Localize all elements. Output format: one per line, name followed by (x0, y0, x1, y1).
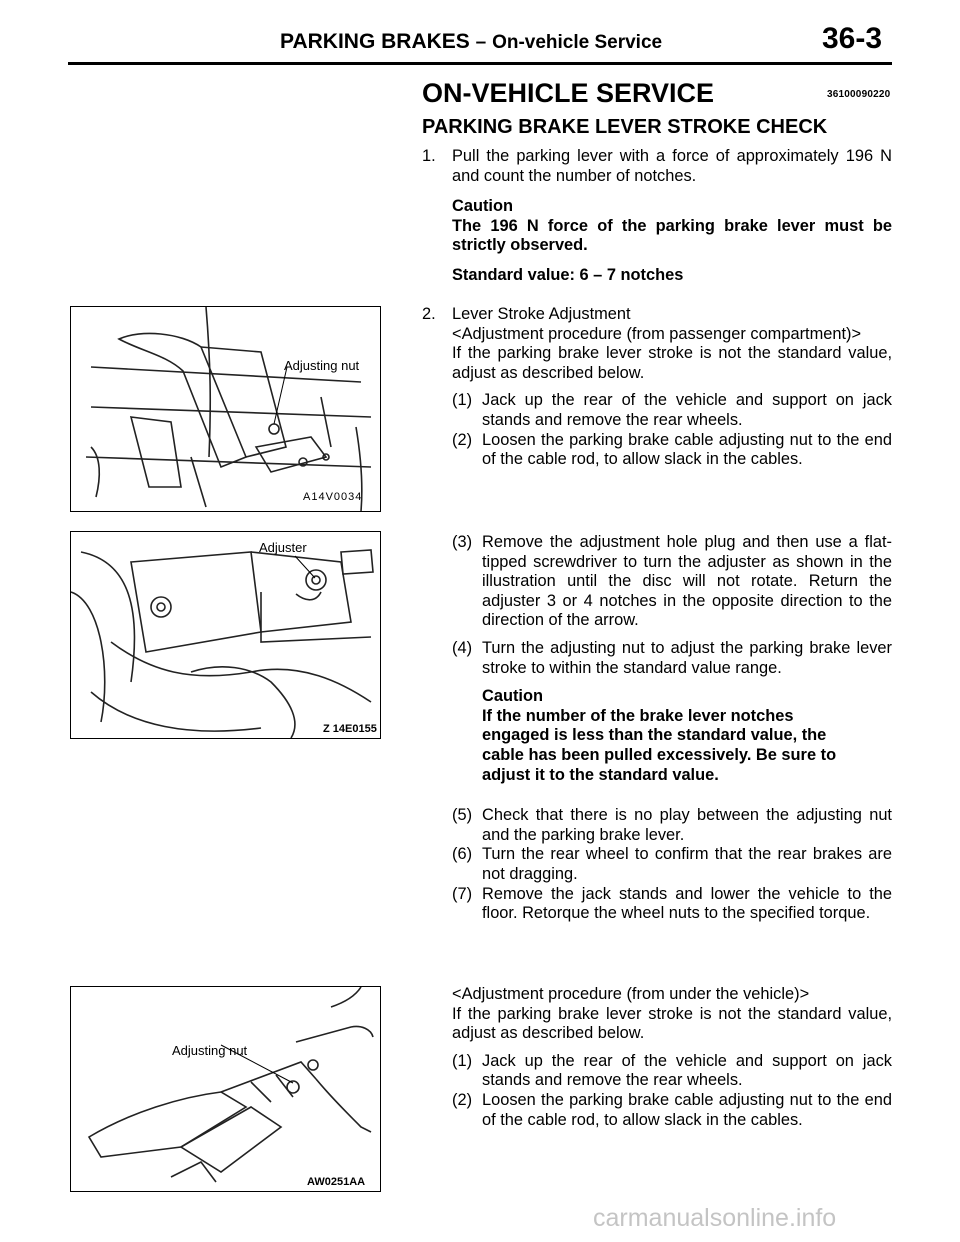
header-subtitle: On-vehicle Service (492, 32, 663, 53)
substep-number: (1) (452, 1051, 473, 1070)
figure-adjuster (70, 531, 381, 739)
adjuster-illustration (71, 532, 380, 738)
substep-text: Remove the jack stands and lower the vehicle to the floor. Retorque the wheel nuts to the specified torque. (482, 884, 892, 923)
step-1-caution-text: The 196 N force of the parking brake lever must be strictly observed. (452, 216, 892, 255)
substep-text: Remove the adjustment hole plug and then use a flat-tipped screwdriver to turn the adjuster as shown in the illustration until the disc will not rotate. Return the adjuster 3 or 4 notches in the opposite direction to the direction of the arrow. (482, 533, 892, 630)
step-1-caution-title: Caution (452, 197, 514, 216)
substep-item (452, 431, 892, 470)
section-code: 36100090220 (827, 89, 891, 100)
substep-item (452, 885, 892, 924)
lever-illustration (71, 307, 380, 511)
step-1-text: Pull the parking lever with a force of approximately 196 N and count the number of notches. (452, 147, 892, 185)
substep-number: (7) (452, 884, 473, 903)
substeps-group-a (452, 391, 892, 469)
figure-under-vehicle-adjusting-nut (70, 986, 381, 1192)
substep-number: (5) (452, 806, 473, 825)
section-subtitle: PARKING BRAKE LEVER STROKE CHECK (422, 116, 828, 138)
figure-2-label: Adjuster (259, 540, 307, 555)
step-2 (422, 305, 892, 470)
substep-number: (2) (452, 1090, 473, 1109)
substeps-group-c (452, 806, 892, 924)
figure-1-label: Adjusting nut (284, 358, 360, 373)
step-2-number: 2. (422, 305, 436, 323)
procedure-intro-passenger: If the parking brake lever stroke is not the standard value, adjust as described below. (452, 344, 892, 382)
figure-3-label: Adjusting nut (172, 1043, 248, 1058)
header-title: PARKING BRAKES (280, 30, 470, 53)
substep-item (452, 806, 892, 845)
figure-3-id: AW0251AA (307, 1176, 366, 1188)
figure-1-id: A14V0034 (303, 491, 363, 503)
substeps-group-b (452, 533, 892, 678)
substep-text: Check that there is no play between the adjusting nut and the parking brake lever. (482, 806, 892, 844)
substep-item (452, 639, 892, 678)
figure-lever-adjusting-nut (70, 306, 381, 512)
page-header-title (280, 30, 662, 54)
header-divider (68, 62, 892, 65)
step-2-title: Lever Stroke Adjustment (452, 305, 631, 323)
substep-text: Jack up the rear of the vehicle and support on jack stands and remove the rear wheels. (482, 1051, 892, 1090)
procedure-intro-under: If the parking brake lever stroke is not the standard value, adjust as described below. (452, 1004, 892, 1043)
substeps-group-d (452, 1052, 892, 1130)
step-1 (422, 147, 892, 286)
substep-item (452, 845, 892, 884)
step-1-number: 1. (422, 147, 436, 165)
header-separator: – (475, 32, 487, 53)
substep-text: Jack up the rear of the vehicle and support on jack stands and remove the rear wheels. (482, 391, 892, 429)
substep-text: Loosen the parking brake cable adjusting nut to the end of the cable rod, to allow slack in the cables. (482, 430, 892, 469)
procedure-title-passenger: <Adjustment procedure (from passenger compartment)> (452, 324, 862, 343)
procedure-under-vehicle (422, 985, 892, 1130)
section-title: ON-VEHICLE SERVICE (422, 78, 715, 108)
page-number: 36-3 (822, 22, 883, 55)
substep-item (452, 1052, 892, 1091)
under-vehicle-illustration (71, 987, 380, 1191)
substep-text: Turn the rear wheel to confirm that the rear brakes are not dragging. (482, 845, 892, 883)
substep-item (452, 391, 892, 430)
substep-number: (6) (452, 845, 473, 864)
figure-2-id: Z 14E0155 (323, 723, 377, 735)
substep-number: (2) (452, 430, 473, 449)
substep-text: Turn the adjusting nut to adjust the parking brake lever stroke to within the standard value range. (482, 638, 892, 677)
substep-text: Loosen the parking brake cable adjusting nut to the end of the cable rod, to allow slack in the cables. (482, 1090, 892, 1129)
step-2-continued (422, 533, 892, 924)
procedure-title-under: <Adjustment procedure (from under the vehicle)> (452, 985, 810, 1003)
watermark: carmanualsonline.info (593, 1204, 837, 1232)
substep-number: (1) (452, 391, 473, 410)
standard-value: Standard value: 6 – 7 notches (452, 265, 684, 284)
step-2-caution-title: Caution (482, 687, 544, 706)
substep-number: (4) (452, 638, 473, 657)
step-2-caution-text: If the number of the brake lever notches engaged is less than the standard value, the cable has been pulled excessively. Be sure to adjust it to the standard value. (482, 706, 837, 784)
substep-number: (3) (452, 533, 473, 551)
substep-item (452, 1091, 892, 1130)
substep-item (452, 533, 892, 631)
